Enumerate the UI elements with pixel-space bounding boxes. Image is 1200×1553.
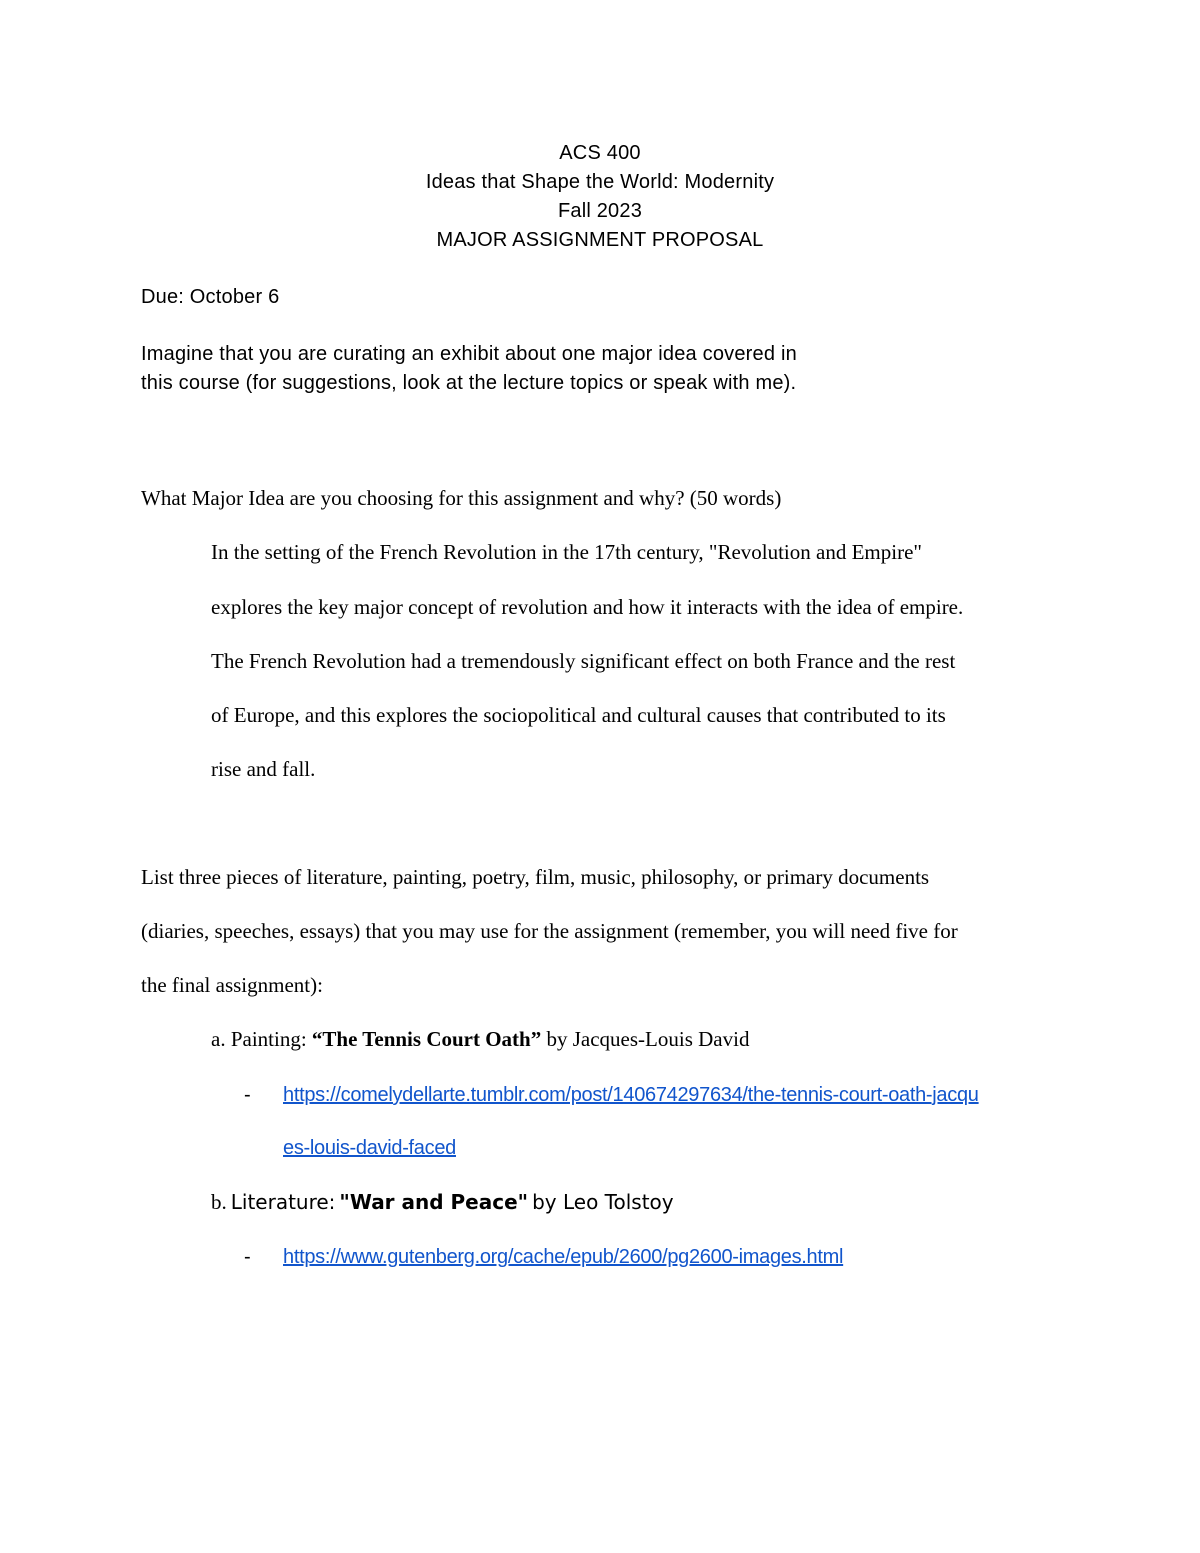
source-link-tennis-court-oath[interactable]: https://comelydellarte.tumblr.com/post/140674297634/the-tennis-court-oath-jacqu — [283, 1084, 979, 1106]
question-sources-line: (diaries, speeches, essays) that you may use for the assignment (remember, you will need five for — [141, 919, 958, 943]
item-marker: a. — [211, 1027, 226, 1051]
course-title: Ideas that Shape the World: Modernity — [425, 171, 775, 193]
item-work-title: "War and Peace" — [339, 1190, 529, 1214]
list-dash: - — [244, 1084, 251, 1106]
answer-line: explores the key major concept of revolution and how it interacts with the idea of empire. — [211, 595, 964, 619]
intro-line-1: Imagine that you are curating an exhibit about one major idea covered in — [141, 343, 797, 365]
course-code: ACS 400 — [559, 142, 641, 164]
answer-line: The French Revolution had a tremendously significant effect on both France and the rest — [211, 649, 956, 673]
source-link-war-and-peace[interactable]: https://www.gutenberg.org/cache/epub/2600/pg2600-images.html — [283, 1246, 844, 1268]
term: Fall 2023 — [557, 200, 643, 222]
source-item-a — [211, 1025, 749, 1053]
document-title: MAJOR ASSIGNMENT PROPOSAL — [436, 229, 764, 251]
answer-line: of Europe, and this explores the sociopolitical and cultural causes that contributed to its — [211, 703, 946, 727]
item-category: Literature: — [230, 1190, 336, 1214]
link-line — [283, 1243, 843, 1273]
due-date: Due: October 6 — [141, 286, 280, 308]
answer-line: In the setting of the French Revolution in the 17th century, "Revolution and Empire" — [211, 540, 922, 564]
link-line — [283, 1081, 979, 1111]
question-sources-line: the final assignment): — [141, 973, 323, 997]
item-author: by Jacques-Louis David — [546, 1027, 750, 1051]
source-item-b — [211, 1188, 674, 1219]
intro-line-2: this course (for suggestions, look at the lecture topics or speak with me). — [141, 372, 797, 394]
source-link-tennis-court-oath-continued[interactable]: es-louis-david-faced — [283, 1137, 456, 1159]
link-line — [283, 1134, 456, 1164]
list-dash: - — [244, 1246, 251, 1268]
item-work-title: “The Tennis Court Oath” — [311, 1027, 542, 1051]
question-major-idea: What Major Idea are you choosing for this assignment and why? (50 words) — [141, 486, 782, 510]
answer-line: rise and fall. — [211, 757, 316, 781]
item-marker: b. — [211, 1190, 227, 1214]
item-category: Painting: — [230, 1027, 307, 1051]
item-author: by Leo Tolstoy — [532, 1190, 674, 1214]
question-sources-line: List three pieces of literature, painting, poetry, film, music, philosophy, or primary documents — [141, 865, 930, 889]
